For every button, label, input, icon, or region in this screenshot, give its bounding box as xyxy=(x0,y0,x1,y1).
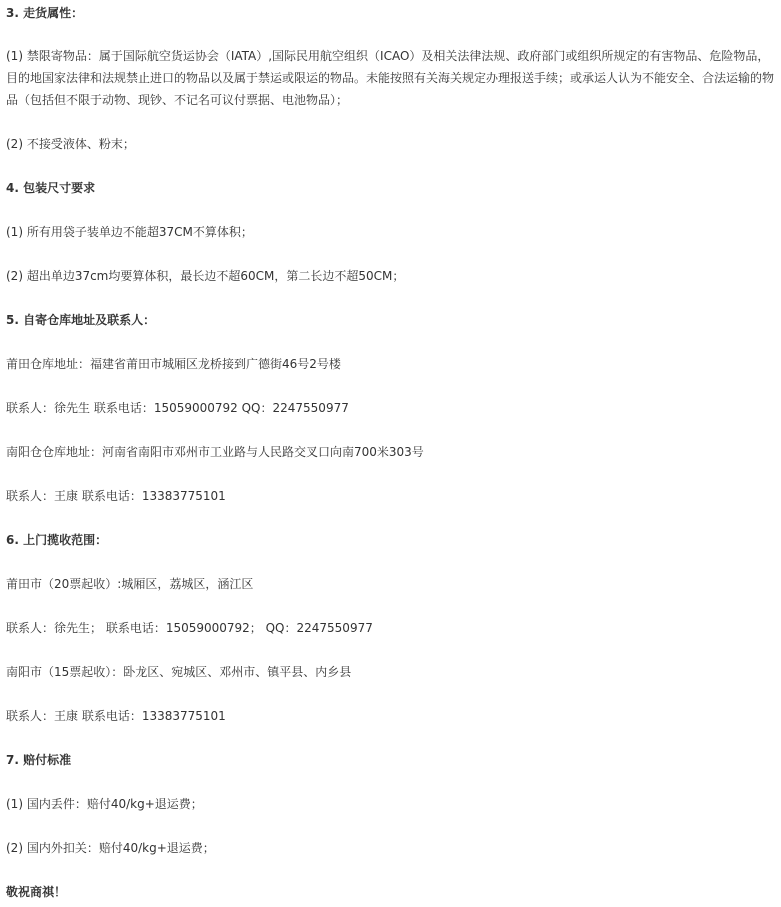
section-3-title: 3. 走货属性： xyxy=(6,6,84,20)
section-4-item-1: (1) 所有用袋子装单边不能超37CM不算体积； xyxy=(6,225,253,239)
section-7-item-2: (2) 国内外扣关：赔付40/kg+退运费； xyxy=(6,841,215,855)
section-7-title: 7. 赔付标准 xyxy=(6,753,72,767)
section-5-title: 5. 自寄仓库地址及联系人： xyxy=(6,313,156,327)
putian-warehouse-address: 莆田仓库地址：福建省莆田市城厢区龙桥接到广德街46号2号楼 xyxy=(6,357,341,371)
nanyang-warehouse-contact: 联系人：王康 联系电话：13383775101 xyxy=(6,489,226,503)
section-3-item-1: (1) 禁限寄物品：属于国际航空货运协会（IATA）,国际民用航空组织（ICAO）及相关法律法规、政府部门或组织所规定的有害物品、危险物品，目的地国家法律和法规禁止进口的物品以及属于禁运或限运的物品。未能按照有关海关规定办理报送手续；或承运人认为不能安全、合法运输的物品（包括但不限于动物、现钞、不记名可议付票据、电池物品）； xyxy=(6,49,775,107)
section-4-item-2: (2) 超出单边37cm均要算体积，最长边不超60CM，第二长边不超50CM； xyxy=(6,269,405,283)
section-6-title: 6. 上门揽收范围： xyxy=(6,533,108,547)
section-3-item-2: (2) 不接受液体、粉末； xyxy=(6,137,135,151)
nanyang-pickup-contact: 联系人：王康 联系电话：13383775101 xyxy=(6,709,226,723)
closing-greeting: 敬祝商祺！ xyxy=(6,885,67,899)
nanyang-pickup-area: 南阳市（15票起收）：卧龙区、宛城区、邓州市、镇平县、内乡县 xyxy=(6,665,352,679)
putian-pickup-area: 莆田市（20票起收）:城厢区，荔城区，涵江区 xyxy=(6,577,254,591)
nanyang-warehouse-address: 南阳仓仓库地址：河南省南阳市邓州市工业路与人民路交叉口向南700米303号 xyxy=(6,445,424,459)
section-4-title: 4. 包装尺寸要求 xyxy=(6,181,96,195)
putian-warehouse-contact: 联系人：徐先生 联系电话：15059000792 QQ：2247550977 xyxy=(6,401,349,415)
section-7-item-1: (1) 国内丢件：赔付40/kg+退运费； xyxy=(6,797,203,811)
putian-pickup-contact: 联系人：徐先生； 联系电话：15059000792； QQ：2247550977 xyxy=(6,621,373,635)
